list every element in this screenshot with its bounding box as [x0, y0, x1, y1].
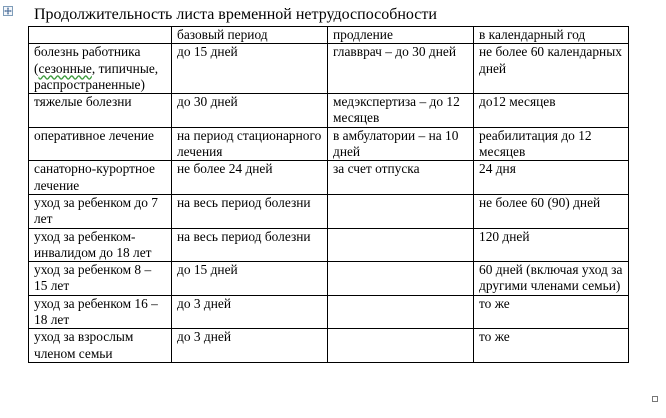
table-row — [29, 161, 629, 195]
table-cell-extension[interactable] — [328, 295, 474, 329]
spellcheck-marked-word: сезонные — [38, 60, 92, 76]
move-arrows-icon — [4, 7, 12, 15]
table-cell-base[interactable]: до 15 дней — [172, 262, 328, 296]
table-cell-year[interactable]: 24 дня — [474, 161, 629, 195]
cell-text: болезнь работника — [34, 44, 141, 60]
header-cell-empty[interactable] — [29, 27, 172, 44]
table-cell-extension[interactable]: в амбулатории – на 10 дней — [328, 127, 474, 161]
table-row — [29, 262, 629, 296]
table-cell-base[interactable]: на период стационарного лечения — [172, 127, 328, 161]
table-row — [29, 44, 629, 94]
table-cell-category[interactable]: оперативное лечение — [29, 127, 172, 161]
table-cell-extension[interactable]: главврач – до 30 дней — [328, 44, 474, 94]
table-resize-handle[interactable] — [652, 396, 658, 402]
table-cell-category[interactable]: уход за взрослым членом семьи — [29, 329, 172, 363]
table-cell-category[interactable]: тяжелые болезни — [29, 94, 172, 128]
table-row — [29, 94, 629, 128]
table-cell-category[interactable] — [29, 44, 172, 94]
table-row — [29, 295, 629, 329]
table-cell-category[interactable]: уход за ребенком 16 – 18 лет — [29, 295, 172, 329]
table-row — [29, 329, 629, 363]
table-cell-year[interactable]: не более 60 (90) дней — [474, 194, 629, 228]
table-cell-base[interactable]: до 15 дней — [172, 44, 328, 94]
table-row — [29, 194, 629, 228]
table-cell-category[interactable]: уход за ребенком-инвалидом до 18 лет — [29, 228, 172, 262]
cell-text: ( — [34, 60, 39, 76]
table-cell-category[interactable]: уход за ребенком до 7 лет — [29, 194, 172, 228]
document-title: Продолжительность листа временной нетрудоспособности — [34, 6, 437, 23]
table-row — [29, 228, 629, 262]
table-cell-extension[interactable] — [328, 194, 474, 228]
table-cell-base[interactable]: на весь период болезни — [172, 228, 328, 262]
table-cell-year[interactable]: 120 дней — [474, 228, 629, 262]
table-cell-year[interactable]: не более 60 календарных дней — [474, 44, 629, 94]
table-cell-year[interactable]: то же — [474, 295, 629, 329]
table-cell-extension[interactable]: за счет отпуска — [328, 161, 474, 195]
table-cell-base[interactable]: до 3 дней — [172, 329, 328, 363]
table-cell-year[interactable]: то же — [474, 329, 629, 363]
table-cell-year[interactable]: 60 дней (включая уход за другими членами семьи) — [474, 262, 629, 296]
sick-leave-table — [28, 26, 629, 363]
cell-text: , типичные, распространенные) — [34, 60, 159, 92]
table-cell-extension[interactable] — [328, 228, 474, 262]
header-cell-extension[interactable]: продление — [328, 27, 474, 44]
table-move-handle[interactable] — [3, 6, 13, 16]
table-header-row — [29, 27, 629, 44]
table-cell-extension[interactable] — [328, 329, 474, 363]
table-cell-extension[interactable] — [328, 262, 474, 296]
table-cell-base[interactable]: на весь период болезни — [172, 194, 328, 228]
table-cell-year[interactable]: до12 месяцев — [474, 94, 629, 128]
table-cell-category[interactable]: санаторно-курортное лечение — [29, 161, 172, 195]
table-cell-base[interactable]: не более 24 дней — [172, 161, 328, 195]
table-cell-base[interactable]: до 30 дней — [172, 94, 328, 128]
header-cell-per-year[interactable]: в календарный год — [474, 27, 629, 44]
table-cell-base[interactable]: до 3 дней — [172, 295, 328, 329]
table-cell-year[interactable]: реабилитация до 12 месяцев — [474, 127, 629, 161]
table-cell-extension[interactable]: медэкспертиза – до 12 месяцев — [328, 94, 474, 128]
table-cell-category[interactable]: уход за ребенком 8 – 15 лет — [29, 262, 172, 296]
header-cell-base-period[interactable]: базовый период — [172, 27, 328, 44]
table-row — [29, 127, 629, 161]
